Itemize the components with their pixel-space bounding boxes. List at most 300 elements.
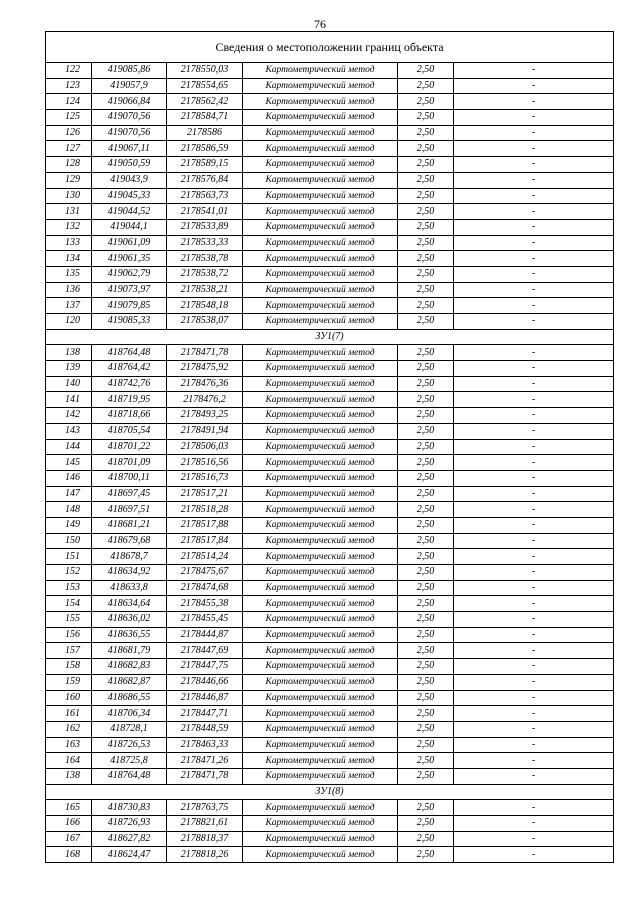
table-row	[46, 470, 614, 486]
table-row	[46, 612, 614, 628]
x-coordinate-cell: 419050,59	[92, 157, 167, 173]
accuracy-cell: 2,50	[398, 470, 454, 486]
accuracy-cell: 2,50	[398, 659, 454, 675]
table-row	[46, 141, 614, 157]
method-cell: Картометрический метод	[243, 674, 398, 690]
note-cell: -	[454, 847, 614, 863]
y-coordinate-cell: 2178516,56	[167, 455, 243, 471]
accuracy-cell: 2,50	[398, 706, 454, 722]
table-row	[46, 721, 614, 737]
table-row	[46, 643, 614, 659]
point-number-cell: 143	[46, 423, 92, 439]
note-cell: -	[454, 361, 614, 377]
note-cell: -	[454, 219, 614, 235]
note-cell: -	[454, 674, 614, 690]
note-cell: -	[454, 533, 614, 549]
method-cell: Картометрический метод	[243, 376, 398, 392]
table-title: Сведения о местоположении границ объекта	[46, 32, 614, 63]
table-row	[46, 204, 614, 220]
note-cell: -	[454, 580, 614, 596]
method-cell: Картометрический метод	[243, 533, 398, 549]
point-number-cell: 139	[46, 361, 92, 377]
table-row	[46, 219, 614, 235]
x-coordinate-cell: 419066,84	[92, 94, 167, 110]
x-coordinate-cell: 418624,47	[92, 847, 167, 863]
note-cell: -	[454, 486, 614, 502]
accuracy-cell: 2,50	[398, 800, 454, 816]
accuracy-cell: 2,50	[398, 423, 454, 439]
accuracy-cell: 2,50	[398, 125, 454, 141]
y-coordinate-cell: 2178763,75	[167, 800, 243, 816]
point-number-cell: 136	[46, 282, 92, 298]
method-cell: Картометрический метод	[243, 78, 398, 94]
point-number-cell: 133	[46, 235, 92, 251]
point-number-cell: 122	[46, 63, 92, 79]
title-row	[46, 32, 614, 63]
point-number-cell: 147	[46, 486, 92, 502]
x-coordinate-cell: 419085,33	[92, 314, 167, 330]
note-cell: -	[454, 502, 614, 518]
section-label: ЗУ1(7)	[46, 329, 614, 345]
point-number-cell: 130	[46, 188, 92, 204]
note-cell: -	[454, 517, 614, 533]
point-number-cell: 140	[46, 376, 92, 392]
accuracy-cell: 2,50	[398, 298, 454, 314]
y-coordinate-cell: 2178475,92	[167, 361, 243, 377]
x-coordinate-cell: 419085,86	[92, 63, 167, 79]
accuracy-cell: 2,50	[398, 235, 454, 251]
table-row	[46, 298, 614, 314]
y-coordinate-cell: 2178455,45	[167, 612, 243, 628]
point-number-cell: 154	[46, 596, 92, 612]
x-coordinate-cell: 419062,79	[92, 266, 167, 282]
accuracy-cell: 2,50	[398, 157, 454, 173]
point-number-cell: 135	[46, 266, 92, 282]
point-number-cell: 155	[46, 612, 92, 628]
y-coordinate-cell: 2178517,84	[167, 533, 243, 549]
note-cell: -	[454, 643, 614, 659]
accuracy-cell: 2,50	[398, 172, 454, 188]
table-row	[46, 345, 614, 361]
y-coordinate-cell: 2178563,73	[167, 188, 243, 204]
point-number-cell: 168	[46, 847, 92, 863]
table-body	[46, 32, 614, 863]
method-cell: Картометрический метод	[243, 706, 398, 722]
y-coordinate-cell: 2178541,01	[167, 204, 243, 220]
table-row	[46, 517, 614, 533]
note-cell: -	[454, 63, 614, 79]
method-cell: Картометрический метод	[243, 721, 398, 737]
x-coordinate-cell: 418719,95	[92, 392, 167, 408]
note-cell: -	[454, 612, 614, 628]
y-coordinate-cell: 2178589,15	[167, 157, 243, 173]
accuracy-cell: 2,50	[398, 408, 454, 424]
y-coordinate-cell: 2178447,71	[167, 706, 243, 722]
note-cell: -	[454, 125, 614, 141]
note-cell: -	[454, 768, 614, 784]
method-cell: Картометрический метод	[243, 612, 398, 628]
point-number-cell: 142	[46, 408, 92, 424]
point-number-cell: 137	[46, 298, 92, 314]
point-number-cell: 160	[46, 690, 92, 706]
x-coordinate-cell: 418627,82	[92, 831, 167, 847]
note-cell: -	[454, 721, 614, 737]
accuracy-cell: 2,50	[398, 596, 454, 612]
table-row	[46, 125, 614, 141]
accuracy-cell: 2,50	[398, 439, 454, 455]
accuracy-cell: 2,50	[398, 768, 454, 784]
accuracy-cell: 2,50	[398, 251, 454, 267]
table-row	[46, 392, 614, 408]
x-coordinate-cell: 419057,9	[92, 78, 167, 94]
point-number-cell: 141	[46, 392, 92, 408]
y-coordinate-cell: 2178517,21	[167, 486, 243, 502]
x-coordinate-cell: 419061,35	[92, 251, 167, 267]
x-coordinate-cell: 418682,83	[92, 659, 167, 675]
x-coordinate-cell: 418634,64	[92, 596, 167, 612]
point-number-cell: 157	[46, 643, 92, 659]
section-label: ЗУ1(8)	[46, 784, 614, 800]
accuracy-cell: 2,50	[398, 63, 454, 79]
method-cell: Картометрический метод	[243, 251, 398, 267]
x-coordinate-cell: 418700,11	[92, 470, 167, 486]
table-row	[46, 580, 614, 596]
x-coordinate-cell: 418726,93	[92, 816, 167, 832]
table-row	[46, 737, 614, 753]
point-number-cell: 167	[46, 831, 92, 847]
note-cell: -	[454, 800, 614, 816]
point-number-cell: 165	[46, 800, 92, 816]
y-coordinate-cell: 2178586	[167, 125, 243, 141]
note-cell: -	[454, 141, 614, 157]
table-row	[46, 172, 614, 188]
x-coordinate-cell: 418701,22	[92, 439, 167, 455]
point-number-cell: 156	[46, 627, 92, 643]
x-coordinate-cell: 419070,56	[92, 110, 167, 126]
method-cell: Картометрический метод	[243, 157, 398, 173]
method-cell: Картометрический метод	[243, 596, 398, 612]
point-number-cell: 131	[46, 204, 92, 220]
x-coordinate-cell: 419043,9	[92, 172, 167, 188]
y-coordinate-cell: 2178818,37	[167, 831, 243, 847]
y-coordinate-cell: 2178506,03	[167, 439, 243, 455]
x-coordinate-cell: 419044,52	[92, 204, 167, 220]
y-coordinate-cell: 2178538,78	[167, 251, 243, 267]
method-cell: Картометрический метод	[243, 816, 398, 832]
method-cell: Картометрический метод	[243, 141, 398, 157]
x-coordinate-cell: 419045,33	[92, 188, 167, 204]
point-number-cell: 138	[46, 768, 92, 784]
method-cell: Картометрический метод	[243, 643, 398, 659]
accuracy-cell: 2,50	[398, 549, 454, 565]
accuracy-cell: 2,50	[398, 376, 454, 392]
accuracy-cell: 2,50	[398, 94, 454, 110]
note-cell: -	[454, 455, 614, 471]
point-number-cell: 120	[46, 314, 92, 330]
table-row	[46, 455, 614, 471]
note-cell: -	[454, 157, 614, 173]
y-coordinate-cell: 2178548,18	[167, 298, 243, 314]
y-coordinate-cell: 2178475,67	[167, 565, 243, 581]
table-row	[46, 78, 614, 94]
x-coordinate-cell: 418679,68	[92, 533, 167, 549]
y-coordinate-cell: 2178554,65	[167, 78, 243, 94]
section-header-row	[46, 329, 614, 345]
table-row	[46, 157, 614, 173]
x-coordinate-cell: 418705,54	[92, 423, 167, 439]
y-coordinate-cell: 2178818,26	[167, 847, 243, 863]
table-row	[46, 266, 614, 282]
accuracy-cell: 2,50	[398, 831, 454, 847]
y-coordinate-cell: 2178586,59	[167, 141, 243, 157]
x-coordinate-cell: 418697,51	[92, 502, 167, 518]
note-cell: -	[454, 345, 614, 361]
table-row	[46, 565, 614, 581]
x-coordinate-cell: 418686,55	[92, 690, 167, 706]
point-number-cell: 148	[46, 502, 92, 518]
accuracy-cell: 2,50	[398, 345, 454, 361]
table-row	[46, 486, 614, 502]
y-coordinate-cell: 2178576,84	[167, 172, 243, 188]
note-cell: -	[454, 251, 614, 267]
y-coordinate-cell: 2178533,89	[167, 219, 243, 235]
point-number-cell: 145	[46, 455, 92, 471]
point-number-cell: 150	[46, 533, 92, 549]
x-coordinate-cell: 418697,45	[92, 486, 167, 502]
method-cell: Картометрический метод	[243, 737, 398, 753]
table-row	[46, 831, 614, 847]
point-number-cell: 162	[46, 721, 92, 737]
y-coordinate-cell: 2178550,03	[167, 63, 243, 79]
x-coordinate-cell: 419073,97	[92, 282, 167, 298]
table-row	[46, 188, 614, 204]
note-cell: -	[454, 706, 614, 722]
accuracy-cell: 2,50	[398, 753, 454, 769]
note-cell: -	[454, 94, 614, 110]
boundary-coordinates-table	[45, 31, 614, 863]
point-number-cell: 127	[46, 141, 92, 157]
x-coordinate-cell: 418678,7	[92, 549, 167, 565]
method-cell: Картометрический метод	[243, 768, 398, 784]
point-number-cell: 161	[46, 706, 92, 722]
table-row	[46, 549, 614, 565]
method-cell: Картометрический метод	[243, 361, 398, 377]
x-coordinate-cell: 418681,79	[92, 643, 167, 659]
note-cell: -	[454, 314, 614, 330]
note-cell: -	[454, 737, 614, 753]
method-cell: Картометрический метод	[243, 63, 398, 79]
method-cell: Картометрический метод	[243, 831, 398, 847]
note-cell: -	[454, 753, 614, 769]
x-coordinate-cell: 418701,09	[92, 455, 167, 471]
x-coordinate-cell: 418633,8	[92, 580, 167, 596]
y-coordinate-cell: 2178514,24	[167, 549, 243, 565]
point-number-cell: 132	[46, 219, 92, 235]
method-cell: Картометрический метод	[243, 517, 398, 533]
table-row	[46, 502, 614, 518]
x-coordinate-cell: 418681,21	[92, 517, 167, 533]
note-cell: -	[454, 408, 614, 424]
x-coordinate-cell: 418764,48	[92, 345, 167, 361]
note-cell: -	[454, 816, 614, 832]
note-cell: -	[454, 690, 614, 706]
accuracy-cell: 2,50	[398, 141, 454, 157]
method-cell: Картометрический метод	[243, 172, 398, 188]
point-number-cell: 153	[46, 580, 92, 596]
y-coordinate-cell: 2178471,26	[167, 753, 243, 769]
accuracy-cell: 2,50	[398, 847, 454, 863]
section-header-row	[46, 784, 614, 800]
method-cell: Картометрический метод	[243, 455, 398, 471]
y-coordinate-cell: 2178476,2	[167, 392, 243, 408]
y-coordinate-cell: 2178447,69	[167, 643, 243, 659]
accuracy-cell: 2,50	[398, 204, 454, 220]
accuracy-cell: 2,50	[398, 533, 454, 549]
y-coordinate-cell: 2178444,87	[167, 627, 243, 643]
y-coordinate-cell: 2178491,94	[167, 423, 243, 439]
point-number-cell: 149	[46, 517, 92, 533]
table-row	[46, 439, 614, 455]
table-row	[46, 408, 614, 424]
y-coordinate-cell: 2178538,21	[167, 282, 243, 298]
accuracy-cell: 2,50	[398, 627, 454, 643]
table-row	[46, 314, 614, 330]
x-coordinate-cell: 418742,76	[92, 376, 167, 392]
x-coordinate-cell: 418764,48	[92, 768, 167, 784]
method-cell: Картометрический метод	[243, 266, 398, 282]
method-cell: Картометрический метод	[243, 549, 398, 565]
point-number-cell: 163	[46, 737, 92, 753]
y-coordinate-cell: 2178517,88	[167, 517, 243, 533]
note-cell: -	[454, 439, 614, 455]
table-row	[46, 533, 614, 549]
method-cell: Картометрический метод	[243, 690, 398, 706]
x-coordinate-cell: 418730,83	[92, 800, 167, 816]
x-coordinate-cell: 418682,87	[92, 674, 167, 690]
note-cell: -	[454, 831, 614, 847]
y-coordinate-cell: 2178471,78	[167, 768, 243, 784]
x-coordinate-cell: 419044,1	[92, 219, 167, 235]
method-cell: Картометрический метод	[243, 204, 398, 220]
method-cell: Картометрический метод	[243, 580, 398, 596]
accuracy-cell: 2,50	[398, 517, 454, 533]
table-row	[46, 251, 614, 267]
point-number-cell: 134	[46, 251, 92, 267]
point-number-cell: 128	[46, 157, 92, 173]
method-cell: Картометрический метод	[243, 423, 398, 439]
method-cell: Картометрический метод	[243, 439, 398, 455]
y-coordinate-cell: 2178448,59	[167, 721, 243, 737]
method-cell: Картометрический метод	[243, 110, 398, 126]
point-number-cell: 151	[46, 549, 92, 565]
point-number-cell: 166	[46, 816, 92, 832]
x-coordinate-cell: 419070,56	[92, 125, 167, 141]
point-number-cell: 123	[46, 78, 92, 94]
method-cell: Картометрический метод	[243, 470, 398, 486]
accuracy-cell: 2,50	[398, 737, 454, 753]
method-cell: Картометрический метод	[243, 408, 398, 424]
x-coordinate-cell: 418634,92	[92, 565, 167, 581]
method-cell: Картометрический метод	[243, 235, 398, 251]
point-number-cell: 164	[46, 753, 92, 769]
note-cell: -	[454, 282, 614, 298]
x-coordinate-cell: 418706,34	[92, 706, 167, 722]
accuracy-cell: 2,50	[398, 816, 454, 832]
y-coordinate-cell: 2178518,28	[167, 502, 243, 518]
point-number-cell: 144	[46, 439, 92, 455]
y-coordinate-cell: 2178584,71	[167, 110, 243, 126]
table-row	[46, 706, 614, 722]
x-coordinate-cell: 419079,85	[92, 298, 167, 314]
accuracy-cell: 2,50	[398, 188, 454, 204]
method-cell: Картометрический метод	[243, 282, 398, 298]
accuracy-cell: 2,50	[398, 486, 454, 502]
method-cell: Картометрический метод	[243, 502, 398, 518]
y-coordinate-cell: 2178455,38	[167, 596, 243, 612]
note-cell: -	[454, 172, 614, 188]
table-row	[46, 690, 614, 706]
page-number: 76	[314, 17, 326, 31]
x-coordinate-cell: 418728,1	[92, 721, 167, 737]
note-cell: -	[454, 298, 614, 314]
note-cell: -	[454, 596, 614, 612]
table-row	[46, 110, 614, 126]
x-coordinate-cell: 418718,66	[92, 408, 167, 424]
table-row	[46, 816, 614, 832]
y-coordinate-cell: 2178538,72	[167, 266, 243, 282]
x-coordinate-cell: 418636,55	[92, 627, 167, 643]
y-coordinate-cell: 2178516,73	[167, 470, 243, 486]
table-row	[46, 596, 614, 612]
accuracy-cell: 2,50	[398, 219, 454, 235]
note-cell: -	[454, 549, 614, 565]
table-row	[46, 94, 614, 110]
accuracy-cell: 2,50	[398, 455, 454, 471]
method-cell: Картометрический метод	[243, 753, 398, 769]
x-coordinate-cell: 419067,11	[92, 141, 167, 157]
method-cell: Картометрический метод	[243, 94, 398, 110]
table-row	[46, 63, 614, 79]
x-coordinate-cell: 419061,09	[92, 235, 167, 251]
method-cell: Картометрический метод	[243, 392, 398, 408]
table-row	[46, 659, 614, 675]
point-number-cell: 129	[46, 172, 92, 188]
accuracy-cell: 2,50	[398, 674, 454, 690]
y-coordinate-cell: 2178493,25	[167, 408, 243, 424]
method-cell: Картометрический метод	[243, 627, 398, 643]
accuracy-cell: 2,50	[398, 565, 454, 581]
table-row	[46, 753, 614, 769]
accuracy-cell: 2,50	[398, 282, 454, 298]
table-row	[46, 235, 614, 251]
point-number-cell: 159	[46, 674, 92, 690]
accuracy-cell: 2,50	[398, 314, 454, 330]
method-cell: Картометрический метод	[243, 219, 398, 235]
accuracy-cell: 2,50	[398, 392, 454, 408]
note-cell: -	[454, 470, 614, 486]
y-coordinate-cell: 2178562,42	[167, 94, 243, 110]
y-coordinate-cell: 2178476,36	[167, 376, 243, 392]
accuracy-cell: 2,50	[398, 266, 454, 282]
note-cell: -	[454, 188, 614, 204]
method-cell: Картометрический метод	[243, 565, 398, 581]
point-number-cell: 138	[46, 345, 92, 361]
note-cell: -	[454, 627, 614, 643]
table-row	[46, 423, 614, 439]
y-coordinate-cell: 2178447,75	[167, 659, 243, 675]
method-cell: Картометрический метод	[243, 847, 398, 863]
table-row	[46, 282, 614, 298]
